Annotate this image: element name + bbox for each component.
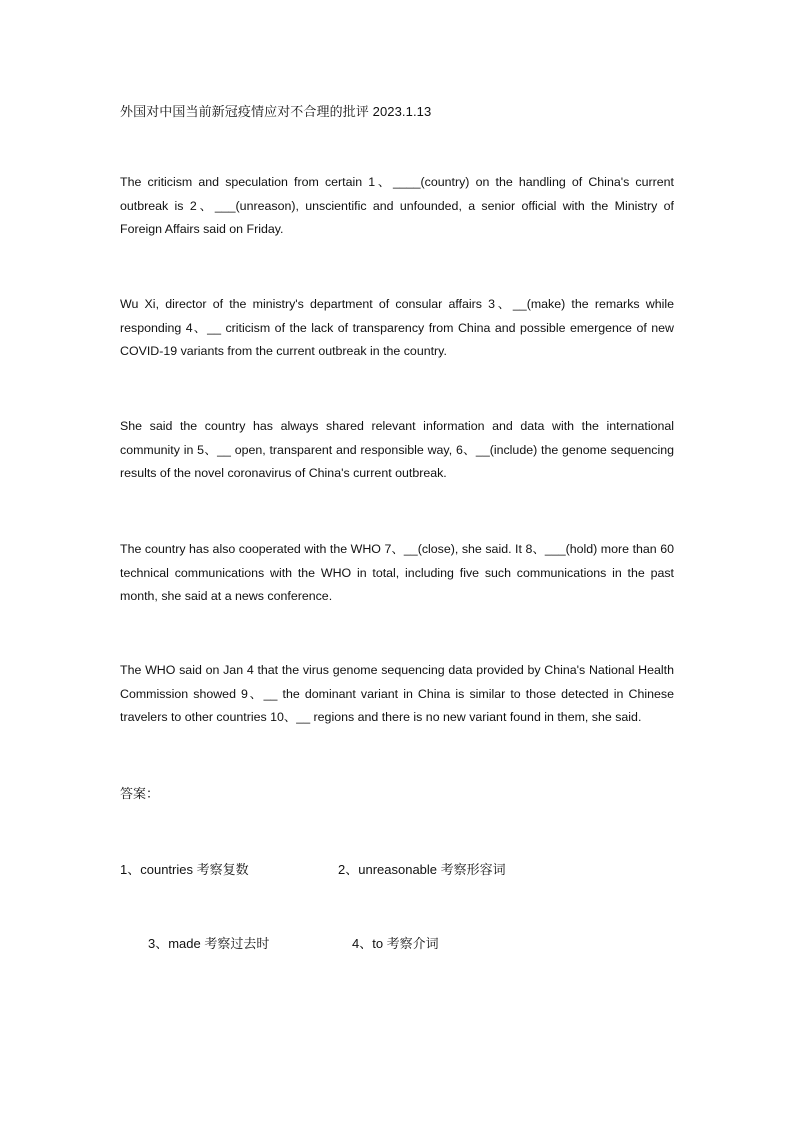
paragraph-3: She said the country has always shared relevant information and data with the international community in 5、__ open, transparent and responsible way, 6、__(include) the genome sequencing results of the novel coronavirus of China's current outbreak. xyxy=(120,419,674,481)
paragraph-2: Wu Xi, director of the ministry's department of consular affairs 3、__(make) the remarks while responding 4、__ criticism of the lack of transparency from China and possible emergence of new COVID-19 variants from the current outbreak in the country. xyxy=(120,297,674,359)
answers-heading: 答案： xyxy=(120,786,160,801)
answer-1: 1、countries 考察复数 xyxy=(120,862,249,877)
paragraph-4: The country has also cooperated with the WHO 7、__(close), she said. It 8、___(hold) more than 60 technical communications with the WHO in total, including five such communications in the past month, she said at a news conference. xyxy=(120,542,674,604)
document-title: 外国对中国当前新冠疫情应对不合理的批评 2023.1.13 xyxy=(120,104,432,119)
paragraph-1: The criticism and speculation from certain 1、____(country) on the handling of China's current outbreak is 2、___(unreason), unscientific and unfounded, a senior official with the Ministry of Foreign Affairs said on Friday. xyxy=(120,175,674,237)
paragraph-5: The WHO said on Jan 4 that the virus genome sequencing data provided by China's National Health Commission showed 9、__ the dominant variant in China is similar to those detected in Chinese travelers to other countries 10、__ regions and there is no new variant found in them, she said. xyxy=(120,663,674,725)
answer-2: 2、unreasonable 考察形容词 xyxy=(338,862,506,877)
answer-4: 4、to 考察介词 xyxy=(352,936,439,951)
answer-3: 3、made 考察过去时 xyxy=(148,936,270,951)
